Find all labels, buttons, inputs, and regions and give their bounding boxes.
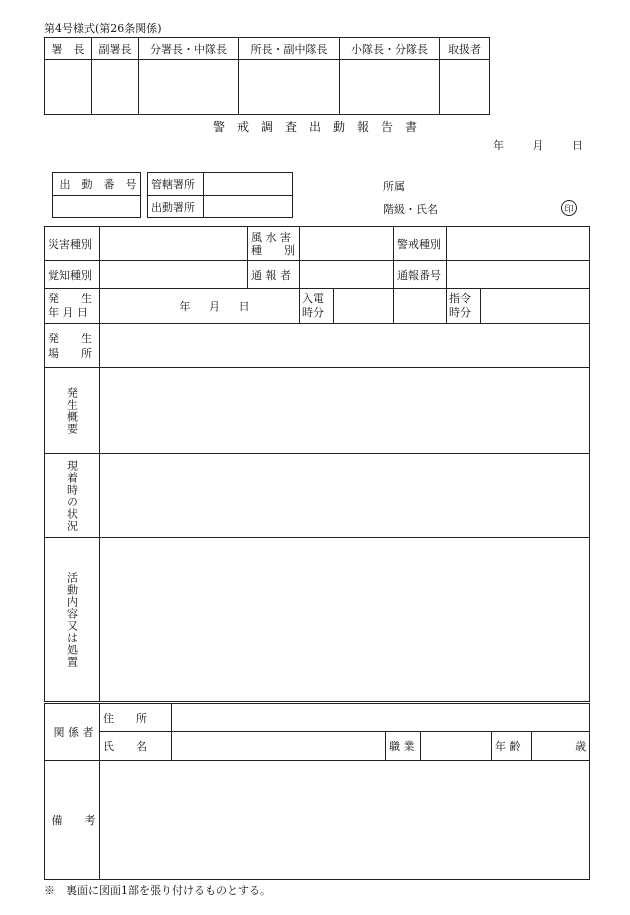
call-time-cell[interactable] [300, 289, 394, 324]
disaster-type-label: 災害種別 [45, 227, 100, 261]
stamp-box-deputy-chief[interactable] [92, 60, 139, 115]
arrival-status-label: 現着時の状況 [65, 459, 79, 532]
occurrence-date-label: 発 生 年 月 日 [45, 289, 100, 324]
dispatch-number-label: 出 動 番 号 [53, 173, 141, 196]
arrival-status-field[interactable] [100, 454, 590, 538]
occurrence-place-field[interactable] [100, 324, 590, 368]
date-year-label: 年 [493, 139, 504, 152]
overview-field[interactable] [100, 368, 590, 454]
reporter-field[interactable] [300, 261, 394, 289]
approval-header-branch-chief: 分署長・中隊長 [139, 38, 239, 60]
name-field[interactable] [172, 732, 386, 761]
form-number: 第4号様式(第26条関係) [44, 22, 162, 35]
approval-header-station-chief: 所長・副中隊長 [239, 38, 340, 60]
stamp-box-station-chief[interactable] [239, 60, 340, 115]
activity-field[interactable] [100, 538, 590, 702]
stamp-box-handler[interactable] [440, 60, 490, 115]
related-persons-label: 関 係 者 [45, 704, 100, 761]
jurisdiction-label: 管轄署所 [148, 173, 204, 196]
name-label: 氏 名 [100, 732, 172, 761]
footnote: ※ 裏面に図面1部を張り付けるものとする。 [44, 884, 271, 897]
affiliation-label: 所属 [383, 180, 405, 193]
approval-header-deputy-chief: 副署長 [92, 38, 139, 60]
station-box [147, 172, 293, 218]
dispatch-station-label: 出動署所 [148, 196, 204, 218]
stamp-box-platoon-leader[interactable] [340, 60, 440, 115]
approval-header-handler: 取扱者 [440, 38, 490, 60]
occurrence-date-field[interactable] [100, 289, 300, 324]
date-day-label: 日 [572, 139, 583, 152]
age-unit: 歳 [575, 740, 587, 753]
related-persons-table [44, 703, 590, 880]
rank-name-label: 階級・氏名 [383, 203, 438, 216]
address-field[interactable] [172, 704, 590, 732]
report-date [493, 137, 583, 153]
occurrence-place-label: 発 生 場 所 [45, 324, 100, 368]
occurrence-year-label: 年 [179, 300, 191, 313]
disaster-type-field[interactable] [100, 227, 248, 261]
age-label: 年 齢 [492, 732, 532, 761]
remarks-label: 備 考 [45, 761, 100, 880]
report-number-label: 通報番号 [394, 261, 447, 289]
overview-label: 発生概要 [65, 386, 79, 435]
occurrence-month-label: 月 [208, 300, 220, 313]
occupation-label: 職 業 [386, 732, 421, 761]
dispatch-station-field[interactable] [204, 196, 293, 218]
report-number-field[interactable] [447, 261, 590, 289]
document-title: 警 戒 調 査 出 動 報 告 書 [212, 120, 417, 134]
call-time-field-ext[interactable] [394, 289, 447, 324]
arrival-status-label-cell [45, 454, 100, 538]
overview-label-cell [45, 368, 100, 454]
seal-icon: 印 [561, 200, 577, 216]
date-month-label: 月 [532, 139, 544, 152]
alert-type-field[interactable] [447, 227, 590, 261]
stamp-box-branch-chief[interactable] [139, 60, 239, 115]
wind-flood-field[interactable] [300, 227, 394, 261]
approval-header-platoon-leader: 小隊長・分隊長 [340, 38, 440, 60]
address-label: 住 所 [100, 704, 172, 732]
wind-flood-label: 風 水 害 種 別 [248, 227, 300, 261]
occupation-field[interactable] [421, 732, 492, 761]
remarks-field[interactable] [100, 761, 590, 880]
dispatch-number-box [52, 172, 141, 218]
approval-header-chief: 署 長 [45, 38, 92, 60]
activity-label-cell [45, 538, 100, 702]
call-time-label: 入電 時分 [300, 289, 334, 323]
awareness-type-label: 覚知種別 [45, 261, 100, 289]
occurrence-day-label: 日 [238, 300, 250, 313]
reporter-label: 通 報 者 [248, 261, 300, 289]
order-time-label: 指令 時分 [447, 289, 481, 323]
age-field[interactable] [532, 732, 590, 761]
awareness-type-field[interactable] [100, 261, 248, 289]
order-time-cell[interactable] [447, 289, 590, 324]
stamp-box-chief[interactable] [45, 60, 92, 115]
approval-stamp-table [44, 37, 490, 115]
alert-type-label: 警戒種別 [394, 227, 447, 261]
activity-label: 活動内容又は処置 [65, 571, 79, 668]
dispatch-number-field[interactable] [53, 196, 141, 218]
jurisdiction-field[interactable] [204, 173, 293, 196]
report-main-table [44, 226, 590, 702]
